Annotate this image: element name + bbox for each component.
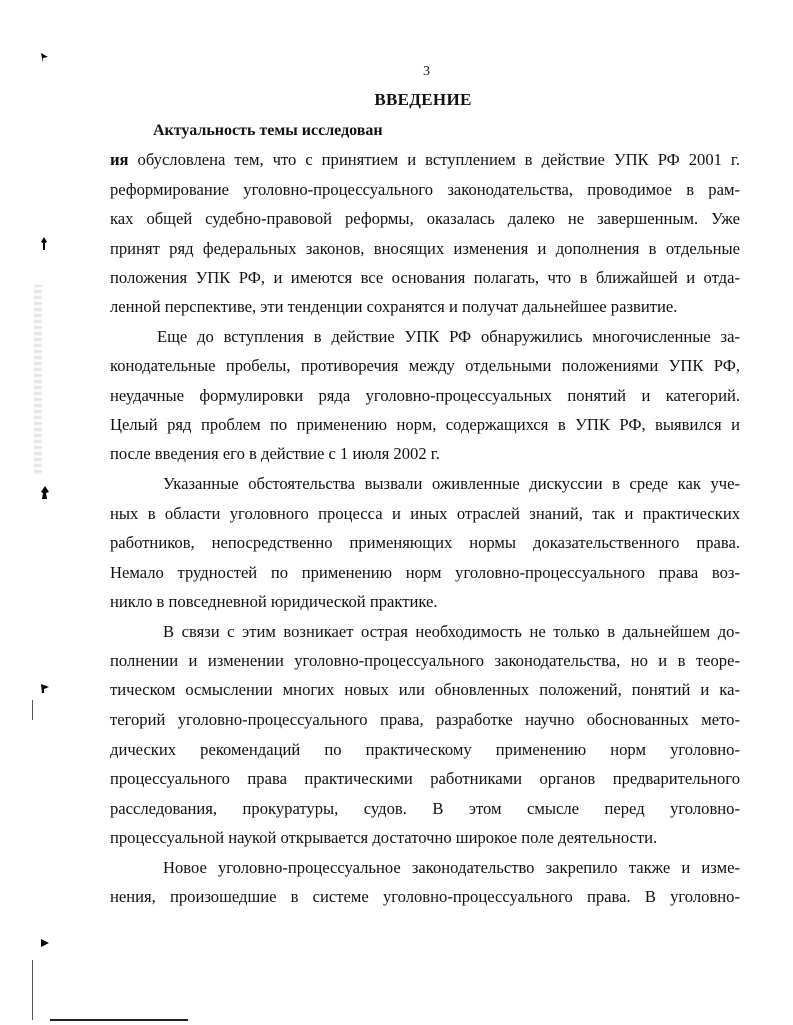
page-title: ВВЕДЕНИЕ [374, 90, 472, 109]
paragraph-line: тическом осмыслении многих новых или обновленных положений, понятий и ка- [110, 680, 740, 699]
paragraph-line: процессуального права практическими работниками органов предварительного [110, 769, 740, 788]
heading-continuation: ия [110, 150, 129, 169]
paragraph-line: работников, непосредственно применяющих нормы доказательственного права. [110, 533, 740, 552]
paragraph-line: тегорий уголовно-процессуального права, разработке научно обоснованных мето- [110, 710, 740, 729]
binding-hole-mark [40, 938, 50, 950]
paragraph-line: расследования, прокуратуры, судов. В этом смысле перед уголовно- [110, 799, 740, 818]
paragraph-line: принят ряд федеральных законов, вносящих изменения и дополнения в отдельные [110, 239, 740, 258]
page-number: 3 [423, 64, 430, 79]
paragraph-line: реформирование уголовно-процессуального законодательства, проводимое в рам- [110, 180, 740, 199]
paragraph-line: ках общей судебно-правовой реформы, оказалась далеко не завершенным. Уже [110, 209, 740, 228]
binding-hole-mark [40, 237, 48, 251]
paragraph-line: процессуальной наукой открывается достаточно широкое поле деятельности. [110, 828, 658, 847]
paragraph-line: после введения его в действие с 1 июля 2002 г. [110, 444, 440, 463]
paragraph-line: В связи с этим возникает острая необходимость не только в дальнейшем до- [163, 622, 740, 641]
scan-artifact [32, 700, 33, 720]
paragraph-line: Еще до вступления в действие УПК РФ обнаружились многочисленные за- [157, 327, 740, 346]
paragraph-line: ленной перспективе, эти тенденции сохранятся и получат дальнейшее развитие. [110, 297, 678, 316]
section-heading: Актуальность темы исследован [153, 122, 383, 139]
paragraph-line: неудачные формулировки ряда уголовно-процессуальных понятий и категорий. [110, 386, 740, 405]
scan-artifact [34, 285, 42, 475]
line-text: обусловлена тем, что с принятием и вступлением в действие УПК РФ 2001 г. [128, 150, 740, 169]
binding-hole-mark [40, 486, 50, 500]
paragraph-line: ных в области уголовного процесса и иных отраслей знаний, так и практических [110, 504, 740, 523]
paragraph-line: нения, произошедшие в системе уголовно-процессуального права. В уголовно- [110, 887, 740, 906]
paragraph-line: Указанные обстоятельства вызвали оживленные дискуссии в среде как уче- [163, 474, 740, 493]
paragraph-line: Новое уголовно-процессуальное законодательство закрепило также и изме- [163, 858, 740, 877]
binding-hole-mark [40, 682, 50, 694]
paragraph-line: конодательные пробелы, противоречия между отдельными положениями УПК РФ, [110, 356, 740, 375]
paragraph-line: полнении и изменении уголовно-процессуального законодательства, но и в теоре- [110, 651, 740, 670]
paragraph-line: Целый ряд проблем по применению норм, содержащихся в УПК РФ, выявился и [110, 415, 740, 434]
scan-artifact [32, 960, 33, 1020]
paragraph-line: положения УПК РФ, и имеются все основания полагать, что в ближайшей и отда- [110, 268, 740, 287]
paragraph-line: дических рекомендаций по практическому применению норм уголовно- [110, 740, 740, 759]
paragraph-line: Немало трудностей по применению норм уголовно-процессуального права воз- [110, 563, 740, 582]
binding-hole-mark [40, 52, 50, 64]
paragraph-line [110, 150, 740, 170]
scan-edge-line [50, 1019, 188, 1021]
paragraph-line: никло в повседневной юридической практике. [110, 592, 438, 611]
